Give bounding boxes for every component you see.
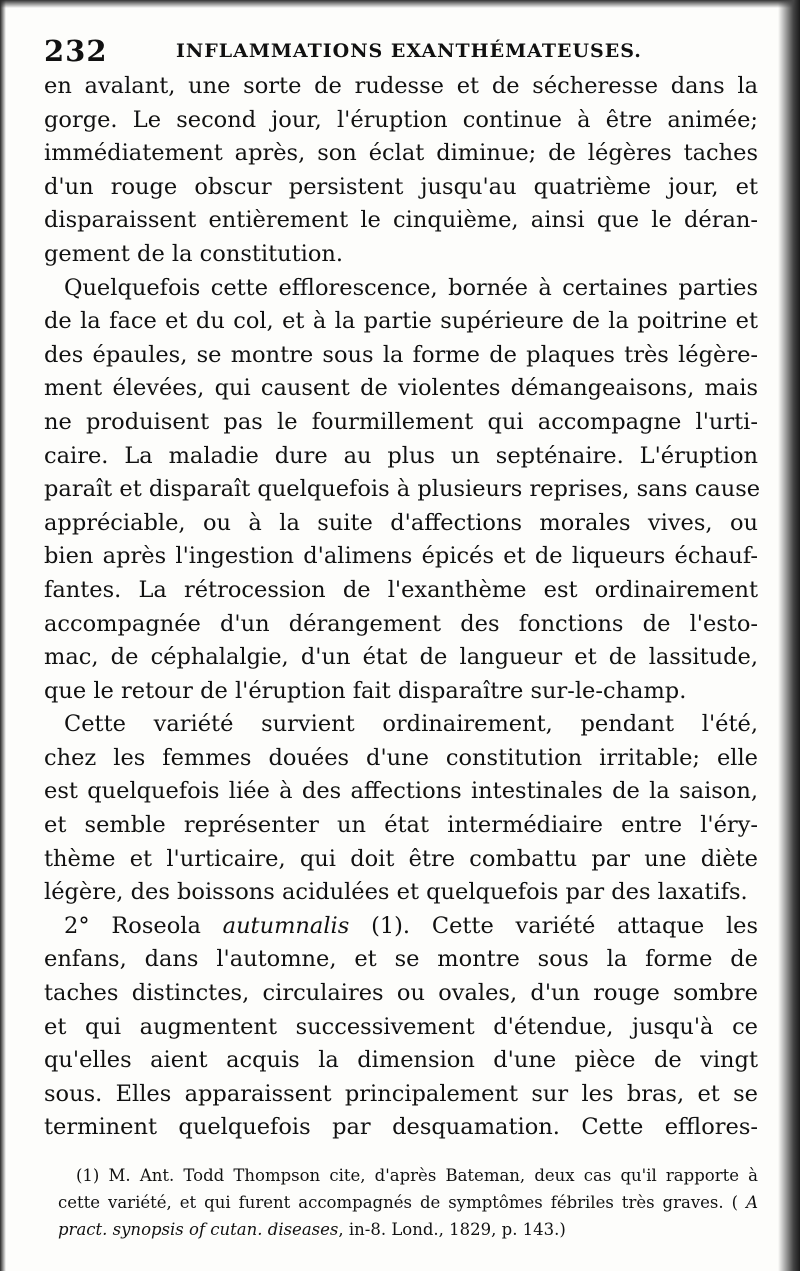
footnote-text: cette variété, et qui furent accompagnés de symptômes fébriles très graves. ( — [58, 1193, 739, 1212]
text-line: ment élevées, qui causent de violentes démangeaisons, mais — [44, 375, 758, 402]
text-line: paraît et disparaît quelquefois à plusieurs reprises, sans cause — [44, 476, 761, 503]
footnote-line: (1) M. Ant. Todd Thompson cite, d'après Bateman, deux cas qu'il rapporte à — [76, 1166, 758, 1185]
text-line: et qui augmentent successivement d'étendue, jusqu'à ce — [44, 1013, 758, 1040]
text-line: immédiatement après, son éclat diminue; de légères taches — [44, 140, 758, 167]
text-line: terminent quelquefois par desquamation. Cette efflores- — [44, 1114, 758, 1141]
footnote-line — [58, 1216, 758, 1243]
text-line: accompagnée d'un dérangement des fonctions de l'esto- — [44, 610, 758, 637]
text-line: gorge. Le second jour, l'éruption continue à être animée; — [44, 106, 758, 133]
text-line: gement de la constitution. — [44, 240, 344, 267]
text-line: est quelquefois liée à des affections intestinales de la saison, — [44, 778, 758, 805]
scan-edge-left — [0, 0, 6, 1271]
text-line: taches distinctes, circulaires ou ovales, d'un rouge sombre — [44, 980, 758, 1007]
text-line: fantes. La rétrocession de l'exanthème est ordinairement — [44, 576, 758, 603]
text-line: et semble représenter un état intermédiaire entre l'éry- — [44, 812, 758, 839]
footnote-text: , in-8. Lond., 1829, p. 143.) — [338, 1220, 566, 1239]
footnote — [58, 1162, 758, 1243]
text-line: ne produisent pas le fourmillement qui accompagne l'urti- — [44, 408, 758, 435]
species-name: Roseola — [111, 912, 201, 939]
text-line: de la face et du col, et à la partie supérieure de la poitrine et — [44, 308, 758, 335]
roseola-heading-line — [44, 910, 758, 944]
footnote-line — [58, 1189, 758, 1216]
text-line: en avalant, une sorte de rudesse et de sécheresse dans la — [44, 73, 758, 99]
text-line: thème et l'urticaire, qui doit être combattu par une diète — [44, 845, 758, 872]
text-line: disparaissent entièrement le cinquième, ainsi que le déran- — [44, 207, 758, 234]
page-number: 232 — [44, 34, 108, 68]
text-line: Cette variété survient ordinairement, pendant l'été, — [64, 711, 758, 738]
footnote-citation: pract. synopsis of cutan. diseases — [58, 1220, 339, 1239]
text-line: qu'elles aient acquis la dimension d'une pièce de vingt — [44, 1047, 758, 1074]
text-line: que le retour de l'éruption fait disparaître sur-le-champ. — [44, 677, 687, 704]
scan-edge-top — [0, 0, 800, 8]
text-line: sous. Elles apparaissent principalement sur les bras, et se — [44, 1080, 758, 1107]
text-line: chez les femmes douées d'une constitution irritable; elle — [44, 744, 758, 771]
text-line: Quelquefois cette efflorescence, bornée à certaines parties — [64, 274, 758, 301]
text-line: mac, de céphalalgie, d'un état de langueur et de lassitude, — [44, 644, 758, 671]
text-line: bien après l'ingestion d'alimens épicés et de liqueurs échauf- — [44, 543, 758, 570]
section-number: 2° — [64, 912, 90, 939]
footnote-citation: A — [746, 1193, 758, 1212]
text-line: caire. La maladie dure au plus un septénaire. L'éruption — [44, 442, 758, 469]
text-line: des épaules, se montre sous la forme de plaques très légère- — [44, 341, 758, 368]
text-line: légère, des boissons acidulées et quelquefois par des laxatifs. — [44, 879, 748, 906]
species-epithet: autumnalis — [222, 912, 350, 939]
text-line: d'un rouge obscur persistent jusqu'au quatrième jour, et — [44, 173, 758, 200]
body-text — [44, 70, 761, 1145]
running-head: INFLAMMATIONS EXANTHÉMATEUSES. — [176, 40, 642, 62]
scan-edge-right — [778, 0, 800, 1271]
text-line: enfans, dans l'automne, et se montre sous la forme de — [44, 946, 758, 973]
text-line: appréciable, ou à la suite d'affections morales vives, ou — [44, 509, 758, 536]
text-fragment: (1). Cette variété attaque les — [371, 912, 759, 939]
page-header — [44, 34, 774, 68]
